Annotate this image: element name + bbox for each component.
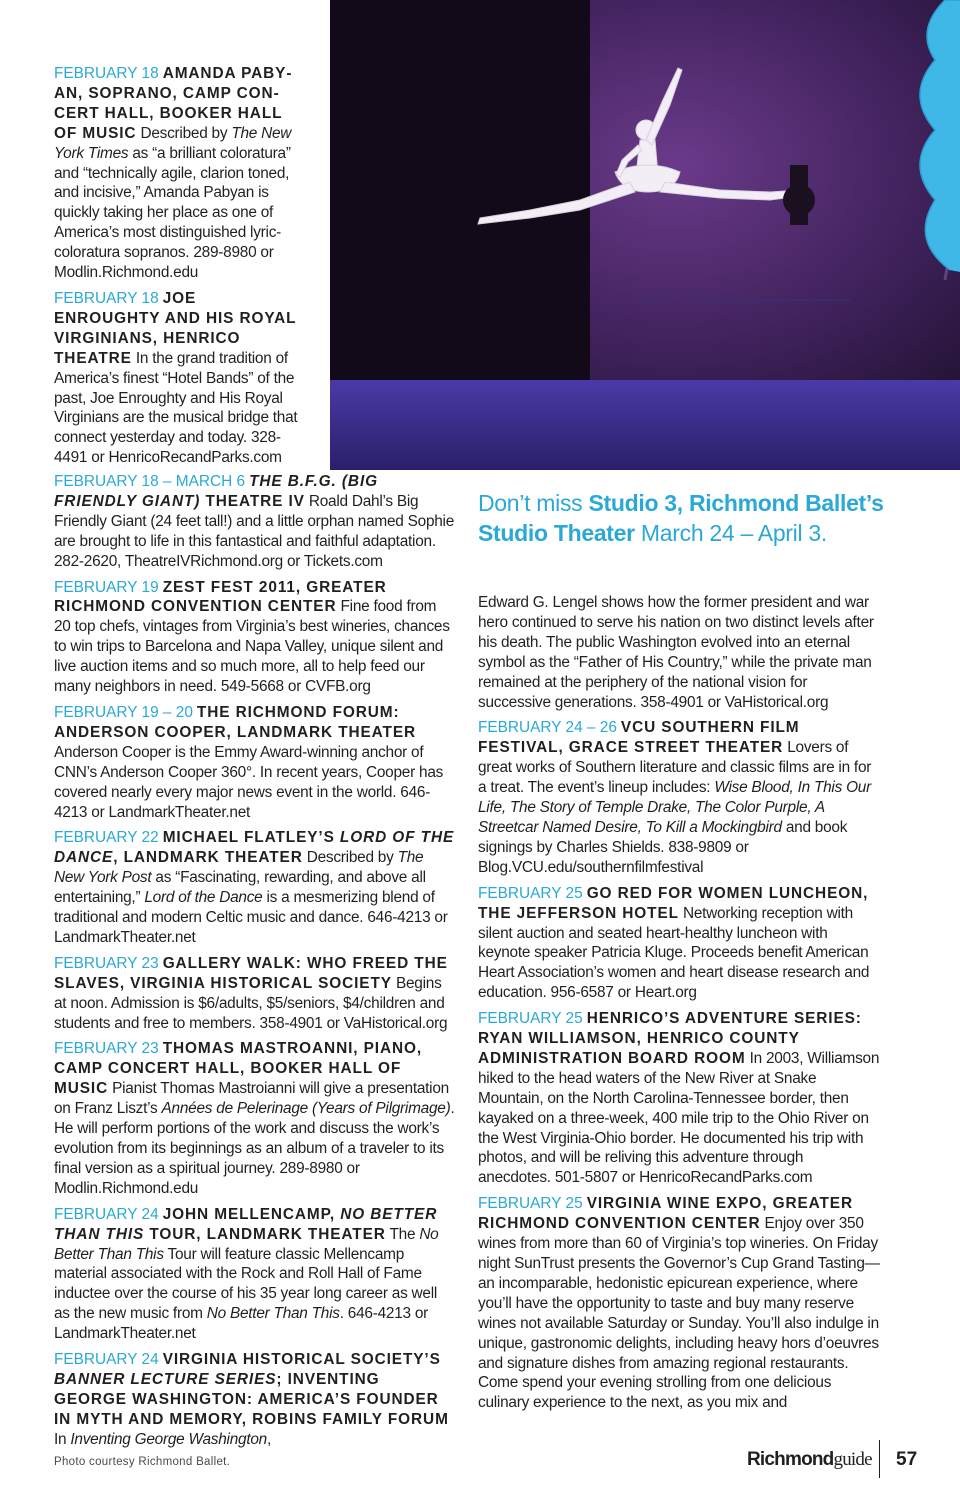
listing-zest-fest: FEBRUARY 19 ZEST FEST 2011, GREATER RICHMOND CONVENTION CENTER Fine food from 20 top chefs, vintages from Virginia’s best wineries, chances to win trips to Barcelona and Napa Valley, unique silent and live auction items and so much more, all to help feed our many neighbors in need. 549-5668 or CVFB.org [54,578,450,696]
listing-john-mellencamp: FEBRUARY 24 JOHN MELLENCAMP, NO BETTER THAN THIS TOUR, LANDMARK THEATER The No Better Than This Tour will feature classic Mellencamp material associated with the Rock and Roll Hall of Fame inductee over the course of his 35 year long career as well as the new music from No Better Than This. 646-4213 or LandmarkTheater.net [54,1205,439,1343]
listing-banner-lecture-continued: Edward G. Lengel shows how the former president and war hero continued to serve his nation on two distinct levels after his death. The public Washington evolved into an eternal symbol as the “Father of His Country,” while the private man remained at the periphery of the national vision for successive generations. 358-4901 or VaHistorical.org [478,594,874,711]
listing-bfg: FEBRUARY 18 – MARCH 6 THE B.F.G. (BIG FRIENDLY GIANT) THEATRE IV Roald Dahl’s Big Friendly Giant (24 feet tall!) and a little orphan named Sophie are brought to life in this fantastical and faithful adaptation. 282-2620, TheatreIVRichmond.org or Tickets.com [54,473,455,570]
logo-bold-part: Richmond [747,1449,834,1470]
listing-richmond-forum: FEBRUARY 19 – 20 THE RICHMOND FORUM: ANDERSON COOPER, LANDMARK THEATER Anderson Cooper is the Emmy Award-winning anchor of CNN’s Anderson Cooper 360°. In recent years, Cooper has covered nearly every major news event in the world. 646-4213 or LandmarkTheater.net [54,703,444,821]
logo-light-part: guide [833,1449,872,1470]
listing-column-left-top [54,64,304,474]
listing-henrico-adventure: FEBRUARY 25 HENRICO’S ADVENTURE SERIES: RYAN WILLIAMSON, HENRICO COUNTY ADMINISTRATION BOARD ROOM In 2003, Williamson hiked to the head waters of the New River at Snake Mountain, on the North Carolina-Tennessee border, then kayaked on a three-week, 400 mile trip to the Ohio River on the West Virginia-Ohio border. He documented his trip with photos, and will be reliving this adventure through anecdotes. 501-5807 or HenricoRecandParks.com [478,1010,880,1187]
listing-go-red: FEBRUARY 25 GO RED FOR WOMEN LUNCHEON, THE JEFFERSON HOTEL Networking reception with silent auction and seated heart-healthy luncheon with keynote speaker Patricia Kluge. Proceeds benefit American Heart Association’s women and heart disease research and education. 956-6587 or Heart.org [478,884,870,1002]
footer-divider [879,1440,880,1478]
page-number: 57 [896,1449,918,1470]
listing-banner-lecture: FEBRUARY 24 VIRGINIA HISTORICAL SOCIETY’S BANNER LECTURE SERIES; INVENTING GEORGE WASHINGTON: AMERICA’S FOUNDER IN MYTH AND MEMORY, ROBINS FAMILY FORUM In Inventing George Washington, [54,1351,449,1448]
listing-wine-expo: FEBRUARY 25 VIRGINIA WINE EXPO, GREATER RICHMOND CONVENTION CENTER Enjoy over 350 wines from more than 60 of Virginia’s top wineries. On Friday night SunTrust presents the Governor’s Cup Grand Tasting—an incomparable, hedonistic epicurean experience, where you’ll have the opportunity to taste and buy many reserve wines not available Saturday or Sunday. You’ll also indulge in unique, gastronomic delights, including heavy hors d’oeuvres and signature dishes from amazing regional restaurants. Come spend your evening strolling from one delicious culinary experience to the next, as you mix and [478,1195,880,1412]
listing-vcu-film-festival: FEBRUARY 24 – 26 VCU SOUTHERN FILM FESTIVAL, GRACE STREET THEATER Lovers of great works of Southern literature and classic films are in for a treat. The event’s lineup includes: Wise Blood, In This Our Life, The Story of Temple Drake, The Color Purple, A Streetcar Named Desire, To Kill a Mockingbird and book signings by Charles Shields. 838-9809 or Blog.VCU.edu/southernfilmfestival [478,719,872,876]
listing-amanda-pabyan: FEBRUARY 18 AMANDA PABYAN, SOPRANO, CAMP CONCERT HALL, BOOKER HALL OF MUSIC Described by The New York Times as “a brilliant coloratura” and “technically agile, clarion toned, and incisive,” Amanda Pabyan is quickly taking her place as one of America’s most distinguished lyric-coloratura sopranos. 289-8980 or Modlin.Richmond.edu [54,65,292,282]
listing-column-left [54,472,456,1456]
listing-gallery-walk: FEBRUARY 23 GALLERY WALK: WHO FREED THE SLAVES, VIRGINIA HISTORICAL SOCIETY Begins at noon. Admission is $6/adults, $5/seniors, $4/children and students and free to members. 358-4901 or VaHistorical.org [54,954,448,1032]
listing-column-right [478,593,880,1419]
listing-thomas-mastroianni: FEBRUARY 23 THOMAS MASTROANNI, PIANO, CAMP CONCERT HALL, BOOKER HALL OF MUSIC Pianist Thomas Mastroianni will give a presentation on Franz Liszt’s Années de Pelerinage (Years of Pilgrimage). He will perform portions of the work and discuss the work’s evolution from its beginnings as an album of a traveler to its final version as a spiritual journey. 289-8980 or Modlin.Richmond.edu [54,1040,455,1197]
pull-quote-callout [478,488,918,548]
ballet-photo [330,0,960,470]
photo-credit: Photo courtesy Richmond Ballet. [54,1456,231,1468]
magazine-logo [747,1449,872,1471]
decorative-scallop-shape [905,0,960,275]
callout-highlight: Studio 3, Richmond Ballet’s Studio Theater [478,490,884,546]
listing-joe-enroughty: FEBRUARY 18 JOE ENROUGHTY AND HIS ROYAL VIRGINIANS, HENRICO THEATRE In the grand tradition of America’s finest “Hotel Bands” of the past, Joe Enroughty and His Royal Virginians are the musical bridge that connect yesterday and today. 328-4491 or HenricoRecandParks.com [54,289,298,467]
listing-lord-of-the-dance: FEBRUARY 22 MICHAEL FLATLEY’S LORD OF THE DANCE, LANDMARK THEATER Described by The New York Post as “Fascinating, rewarding, and above all entertaining,” Lord of the Dance is a mesmerizing blend of traditional and modern Celtic music and dance. 646-4213 or LandmarkTheater.net [54,829,455,946]
callout-dates: March 24 – April 3. [634,520,827,546]
callout-lead: Don’t miss [478,490,589,516]
ballet-photo-art [330,0,960,470]
